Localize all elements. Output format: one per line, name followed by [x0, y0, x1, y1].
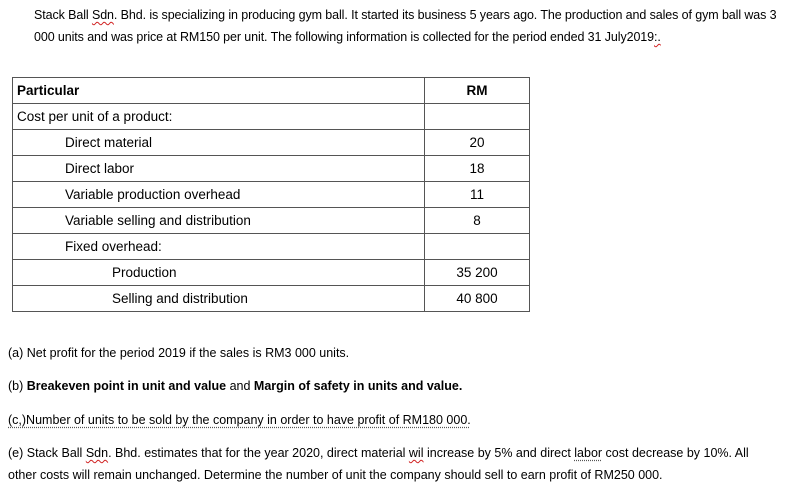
row-value: 8	[425, 208, 530, 234]
question-c	[8, 409, 778, 431]
table-row	[13, 260, 530, 286]
table-row	[13, 156, 530, 182]
question-b	[8, 375, 778, 397]
row-label: Fixed overhead:	[13, 234, 425, 260]
row-label: Variable production overhead	[13, 182, 425, 208]
row-value: 11	[425, 182, 530, 208]
table-row	[13, 208, 530, 234]
table-row	[13, 182, 530, 208]
row-value	[425, 234, 530, 260]
row-label: Selling and distribution	[13, 286, 425, 312]
question-e-wil: wil	[408, 446, 424, 460]
row-label: Cost per unit of a product:	[13, 104, 425, 130]
question-e	[8, 442, 778, 486]
intro-company-sdn: Sdn	[91, 8, 114, 22]
table-header-row	[13, 78, 530, 104]
intro-paragraph	[34, 4, 779, 48]
question-c-text: (c,)Number of units to be sold by the company in order to have profit of RM180 000.	[8, 413, 471, 427]
header-rm: RM	[425, 78, 530, 104]
row-value: 40 800	[425, 286, 530, 312]
intro-text-3: :.	[654, 30, 661, 44]
question-a: (a) Net profit for the period 2019 if the sales is RM3 000 units.	[8, 346, 350, 360]
row-label: Variable selling and distribution	[13, 208, 425, 234]
row-value: 20	[425, 130, 530, 156]
question-b-mid: and	[226, 379, 254, 393]
row-value: 18	[425, 156, 530, 182]
header-particular: Particular	[13, 78, 425, 104]
intro-text-2: . Bhd. is specializing in producing gym ball. It started its business 5 years ago. The production and sales of gym ball was 3 000 units and was price at RM150 per unit. The following information is collected for the period ended 31 July2019	[34, 8, 777, 44]
row-value	[425, 104, 530, 130]
question-e-sdn: Sdn	[85, 446, 109, 460]
row-label: Production	[13, 260, 425, 286]
question-b-bold-2: Margin of safety in units and value.	[253, 379, 463, 393]
question-e-labor: labor	[574, 446, 603, 460]
table-row	[13, 234, 530, 260]
table-row	[13, 104, 530, 130]
cost-table	[12, 77, 530, 312]
question-e-text-4: cost decrease by 10%. All other costs will remain unchanged. Determine the number of unit the company should sell to earn profit of RM250 000.	[8, 446, 749, 482]
row-value: 35 200	[425, 260, 530, 286]
question-b-bold-1: Breakeven point in unit and value	[26, 379, 227, 393]
row-label: Direct material	[13, 130, 425, 156]
question-e-text-3: increase by 5% and direct	[423, 446, 575, 460]
question-e-text-1: (e) Stack Ball	[8, 446, 86, 460]
intro-text-1: Stack Ball	[34, 8, 92, 22]
question-e-text-2: . Bhd. estimates that for the year 2020, direct material	[108, 446, 409, 460]
row-label: Direct labor	[13, 156, 425, 182]
table-row	[13, 130, 530, 156]
table-row	[13, 286, 530, 312]
question-b-prefix: (b)	[8, 379, 27, 393]
